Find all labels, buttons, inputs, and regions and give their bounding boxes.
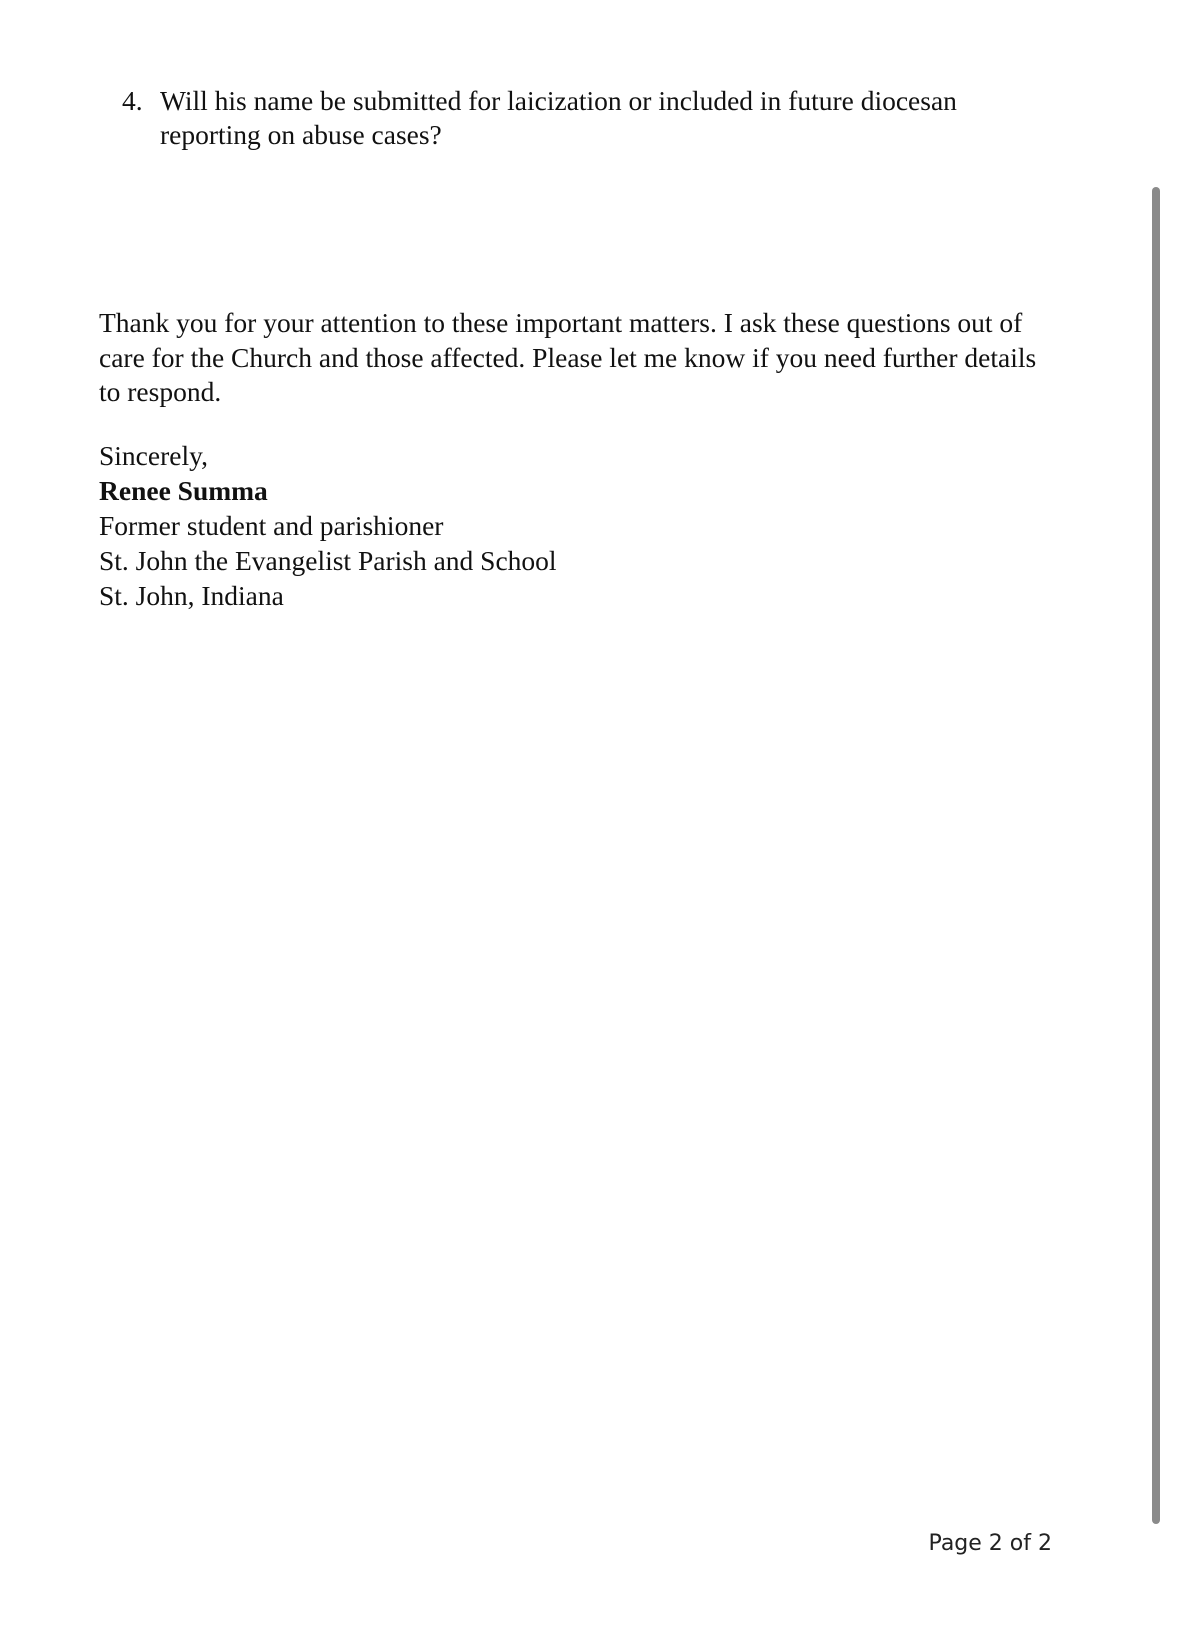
valediction: Sincerely, <box>99 440 208 471</box>
list-item-number: 4. <box>122 85 143 116</box>
closing-paragraph: Thank you for your attention to these important matters. I ask these questions out of care for the Church and those affected. Please let me know if you need further details to respond. <box>99 307 1037 407</box>
page-number: Page 2 of 2 <box>928 1531 1052 1556</box>
signature-block <box>99 438 999 613</box>
list-item-text: Will his name be submitted for laicization or included in future diocesan reporting on abuse cases? <box>160 85 957 150</box>
vertical-scrollbar[interactable] <box>1152 187 1160 1524</box>
signer-role: Former student and parishioner <box>99 510 444 541</box>
signer-name: Renee Summa <box>99 475 268 506</box>
signer-location: St. John, Indiana <box>99 580 284 611</box>
signer-parish: St. John the Evangelist Parish and School <box>99 545 557 576</box>
numbered-list-item <box>122 84 982 152</box>
